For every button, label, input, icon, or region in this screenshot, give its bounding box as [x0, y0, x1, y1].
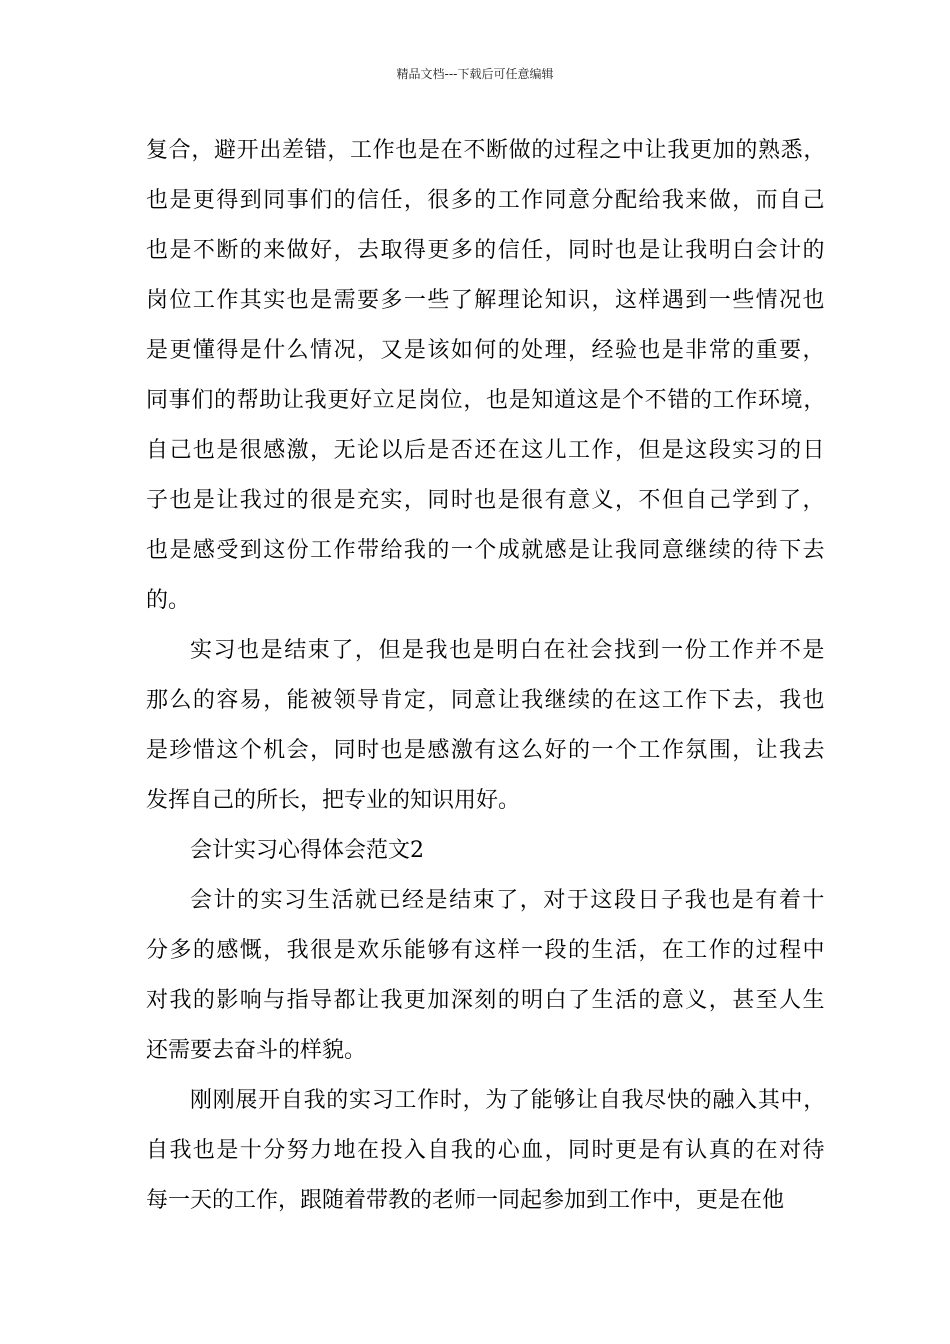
text-line: 也是感受到这份工作带给我的一个成就感是让我同意继续的待下去	[146, 538, 826, 563]
text-line: 每一天的工作，跟随着带教的老师一同起参加到工作中，更是在他	[146, 1188, 785, 1213]
text-line: 自己也是很感激，无论以后是否还在这儿工作，但是这段实习的日	[146, 438, 826, 463]
text-line: 实习也是结束了，但是我也是明白在社会找到一份工作并不是	[190, 638, 826, 663]
text-line: 是珍惜这个机会，同时也是感激有这么好的一个工作氛围，让我去	[146, 738, 826, 763]
text-line: 会计实习心得体会范文2	[190, 838, 424, 863]
text-line: 还需要去奋斗的样貌。	[146, 1038, 367, 1063]
text-line: 是更懂得是什么情况，又是该如何的处理，经验也是非常的重要，	[146, 338, 826, 363]
text-line: 复合，避开出差错，工作也是在不断做的过程之中让我更加的熟悉，	[146, 138, 826, 163]
text-line: 刚刚展开自我的实习工作时，为了能够让自我尽快的融入其中，	[190, 1088, 826, 1113]
text-line: 分多的感慨，我很是欢乐能够有这样一段的生活，在工作的过程中	[146, 938, 826, 963]
text-line: 的。	[146, 588, 191, 613]
text-line: 自我也是十分努力地在投入自我的心血，同时更是有认真的在对待	[146, 1138, 826, 1163]
text-line: 也是更得到同事们的信任，很多的工作同意分配给我来做，而自己	[146, 188, 826, 213]
text-line: 同事们的帮助让我更好立足岗位，也是知道这是个不错的工作环境，	[146, 388, 826, 413]
text-line: 子也是让我过的很是充实，同时也是很有意义，不但自己学到了，	[146, 488, 826, 513]
text-line: 岗位工作其实也是需要多一些了解理论知识，这样遇到一些情况也	[146, 288, 826, 313]
document-body	[146, 126, 826, 1226]
page-header: 精品文档---下载后可任意编辑	[396, 67, 554, 81]
text-line: 发挥自己的所长，把专业的知识用好。	[146, 788, 521, 813]
text-line: 也是不断的来做好，去取得更多的信任，同时也是让我明白会计的	[146, 238, 826, 263]
text-line: 那么的容易，能被领导肯定，同意让我继续的在这工作下去，我也	[146, 688, 826, 713]
text-line: 会计的实习生活就已经是结束了，对于这段日子我也是有着十	[190, 888, 826, 913]
text-line: 对我的影响与指导都让我更加深刻的明白了生活的意义，甚至人生	[146, 988, 826, 1013]
